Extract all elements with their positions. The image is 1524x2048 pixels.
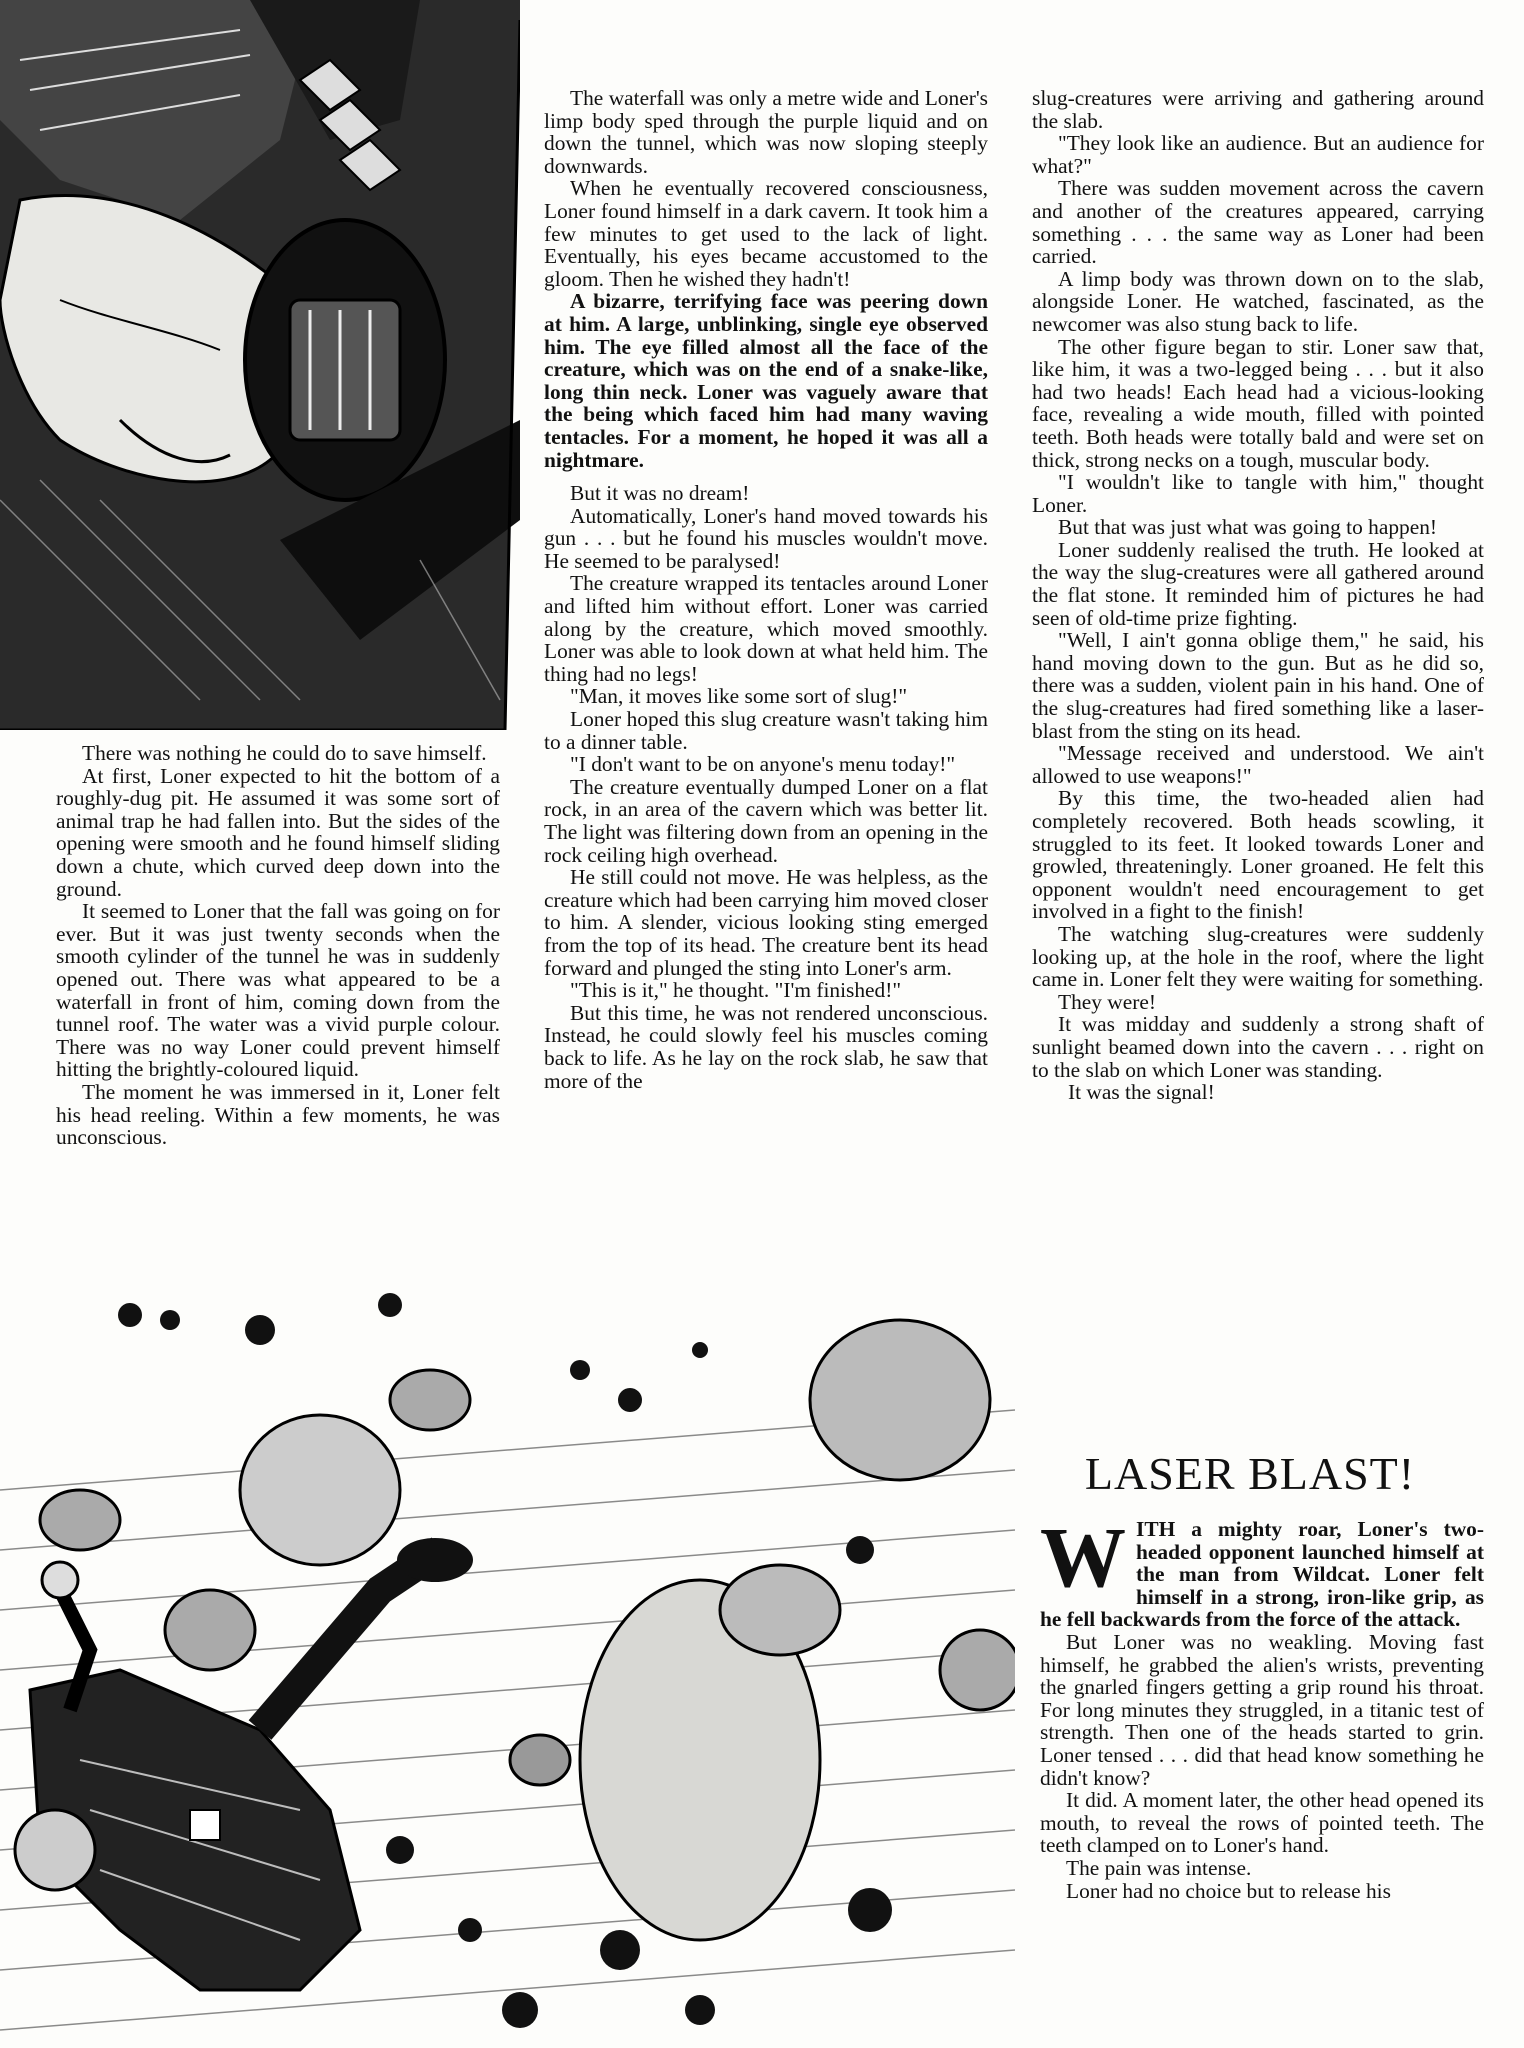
paragraph: When he eventually recovered consciousness, Loner found himself in a dark cavern. It took him a few minutes to get used to the lack of light. Eventually, his eyes became accustomed to the gloom. Then he wished they hadn't! (544, 176, 988, 291)
paragraph: The watching slug-creatures were suddenly looking up, at the hole in the roof, where the light came in. Loner felt they were waiting for something. (1032, 921, 1484, 992)
paragraph: The moment he was immersed in it, Loner felt his head reeling. Within a few moments, he was unconscious. (56, 1079, 500, 1150)
text-column-1 (56, 742, 500, 1149)
paragraph: Loner hoped this slug creature wasn't taking him to a dinner table. (544, 707, 988, 754)
paragraph: The creature eventually dumped Loner on a flat rock, in an area of the cavern which was better lit. The light was filtering down from an opening in the rock ceiling high overhead. (544, 774, 988, 867)
paragraph: The other figure began to stir. Loner saw that, like him, it was a two-legged being . . . but it also had two heads! Each head had a vicious-looking face, revealing a wide mouth, filled with pointed teeth. Both heads were totally bald and were set on thick, strong necks on a tough, muscular body. (1032, 334, 1484, 472)
paragraph: "Well, I ain't gonna oblige them," he said, his hand moving down to the gun. But as he did so, there was a sudden, violent pain in his hand. One of the slug-creatures had fired something like a laser-blast from the sting on its head. (1032, 628, 1484, 743)
paragraph: A limp body was thrown down on to the slab, alongside Loner. He watched, fascinated, as the newcomer was also stung back to life. (1032, 266, 1484, 336)
text-column-2 (544, 87, 988, 1092)
paragraph: The pain was intense. (1066, 1855, 1252, 1880)
paragraph: The waterfall was only a metre wide and Loner's limp body sped through the purple liquid and on down the tunnel, which was now sloping steeply downwards. (544, 86, 988, 178)
paragraph: Automatically, Loner's hand moved towards his gun . . . but he found his muscles wouldn't move. He seemed to be paralysed! (544, 503, 988, 573)
paragraph: Loner had no choice but to release his (1066, 1878, 1391, 1903)
paragraph: "This is it," he thought. "I'm finished!" (570, 978, 902, 1003)
text-column-3 (1032, 87, 1484, 1104)
paragraph: There was sudden movement across the cavern and another of the creatures appeared, carrying something . . . the same way as Loner had been carried. (1032, 176, 1484, 269)
paragraph: It was the signal! (1068, 1080, 1215, 1105)
paragraph: There was nothing he could do to save himself. (82, 741, 487, 765)
illustration-falling-boulders (0, 1290, 1015, 2048)
paragraph: "I wouldn't like to tangle with him," thought Loner. (1032, 470, 1484, 517)
paragraph: They were! (1058, 989, 1156, 1014)
paragraph: Loner suddenly realised the truth. He looked at the way the slug-creatures were all gathered around the flat stone. It reminded him of pictures he had seen of old-time prize fighting. (1032, 537, 1484, 630)
paragraph: slug-creatures were arriving and gathering around the slab. (1032, 86, 1484, 133)
paragraph: It was midday and suddenly a strong shaft of sunlight beamed down into the cavern . . . right on to the slab on which Loner was standing. (1032, 1012, 1484, 1082)
paragraph: He still could not move. He was helpless, as the creature which had been carrying him moved closer to him. A slender, vicious looking sting emerged from the top of its head. The creature bent its head forward and plunged the sting into Loner's arm. (544, 865, 988, 980)
paragraph: But it was no dream! (570, 481, 750, 506)
paragraph: "Message received and understood. We ain't allowed to use weapons!" (1032, 741, 1484, 788)
paragraph: But this time, he was not rendered unconscious. Instead, he could slowly feel his muscles coming back to life. As he lay on the rock slab, he saw that more of the (544, 1000, 988, 1093)
paragraph: But that was just what was going to happen! (1058, 515, 1438, 540)
illustration-hand-on-gun (0, 0, 520, 730)
section-heading: LASER BLAST! (1084, 1448, 1416, 1499)
paragraph: "I don't want to be on anyone's menu today!" (570, 752, 956, 777)
paragraph: "They look like an audience. But an audience for what?" (1032, 131, 1484, 178)
lead-paragraph (1040, 1509, 1484, 1632)
paragraph: "Man, it moves like some sort of slug!" (570, 684, 908, 709)
paragraph-bold: A bizarre, terrifying face was peering down at him. A large, unblinking, single eye observed him. The eye filled almost all the face of the creature, which was on the end of a snake-like, long thin neck. Loner was vaguely aware that the being which faced him had many waving tentacles. For a moment, he hoped it was all a nightmare. (544, 289, 988, 472)
paragraph: The creature wrapped its tentacles around Loner and lifted him without effort. Loner was carried along by the creature, which moved smoothly. Loner was able to look down at what held him. The thing had no legs! (544, 571, 988, 686)
lead-text: ITH a mighty roar, Loner's two-headed opponent launched himself at the man from Wildcat. Loner felt himself in a strong, iron-like grip, as he fell backwards from the force of the attack. (1040, 1517, 1484, 1632)
paragraph: By this time, the two-headed alien had completely recovered. Both heads scowling, it struggled to its feet. It looked towards Loner and growled, threateningly. Loner groaned. He felt this opponent wouldn't need encouragement to get involved in a fight to the finish! (1032, 786, 1484, 924)
section-body (1040, 1509, 1484, 1903)
paragraph: It seemed to Loner that the fall was going on for ever. But it was just twenty seconds when the smooth cylinder of the tunnel he was in suddenly opened out. There was what appeared to be a waterfall in front of him, coming down from the tunnel roof. The water was a vivid purple colour. There was no way Loner could prevent himself hitting the brightly-coloured liquid. (56, 899, 500, 1082)
paragraph: But Loner was no weakling. Moving fast himself, he grabbed the alien's wrists, preventing the gnarled fingers getting a grip round his throat. For long minutes they struggled, in a titanic test of strength. Then one of the heads started to grin. Loner tensed . . . did that head know something he didn't know? (1040, 1629, 1484, 1790)
drop-cap: W (1040, 1509, 1126, 1605)
paragraph: At first, Loner expected to hit the bottom of a roughly-dug pit. He assumed it was some sort of animal trap he had fallen into. But the sides of the opening were smooth and he found himself sliding down a chute, which curved deep down into the ground. (56, 763, 500, 901)
paragraph: It did. A moment later, the other head opened its mouth, to reveal the rows of pointed teeth. The teeth clamped on to Loner's hand. (1040, 1788, 1484, 1858)
